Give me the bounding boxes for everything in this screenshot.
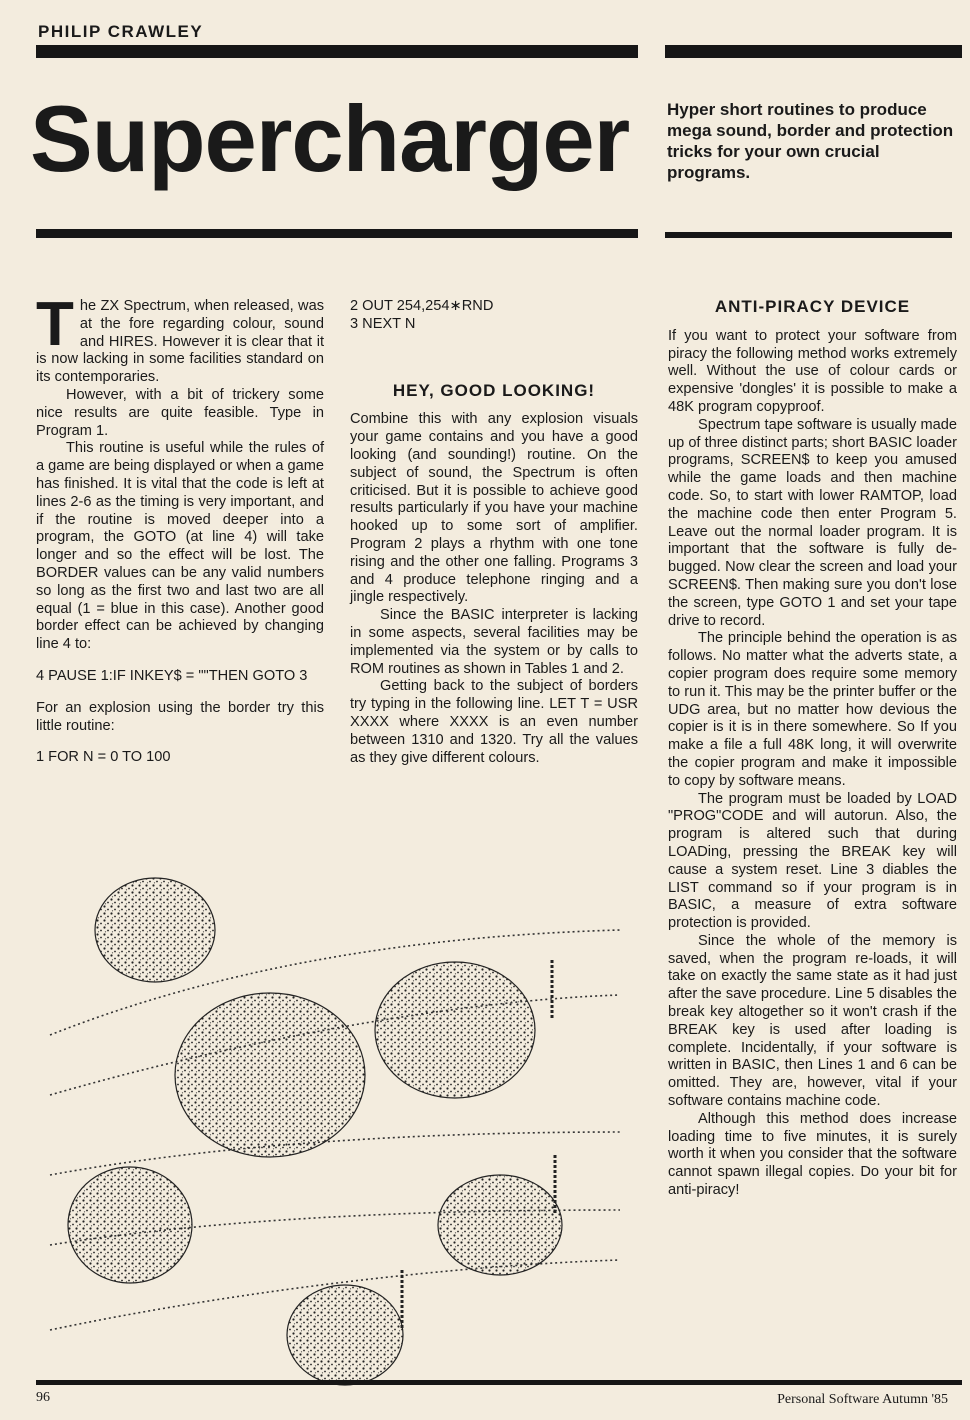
intro-paragraph: The ZX Spectrum, when released, was at the fore regarding colour, sound and HIRES. However it is clear that it is now lacking in some facilities standard on its contemporaries.	[36, 290, 324, 386]
paragraph: Spectrum tape software is usually made up of three distinct parts; short BASIC loader programs, SCREEN$ to keep you amused while the game loads and then machine code. So, to start with lower RAMTOP, load the machine code then enter Program 5. Leave out the normal loader program. It is important that the software is fully de-bugged. Now clear the screen and load your SCREEN$. Then making sure you don't lose the screen, type GOTO 1 and set your tape drive to record.	[668, 416, 957, 629]
paragraph: If you want to protect your software from piracy the following method works extremely well. Without the use of colour cards or expensive 'dongles' it is possible to make a 48K program copyproof.	[668, 327, 957, 415]
code-line: 2 OUT 254,254∗RND	[350, 298, 494, 314]
top-rule-left	[36, 45, 638, 58]
code-line: 3 NEXT N	[350, 315, 416, 332]
publication-footer: Personal Software Autumn '85	[777, 1392, 948, 1407]
column-1	[36, 290, 325, 781]
article-deck: Hyper short routines to produce mega sound, border and protection tricks for your own crucial programs.	[667, 100, 954, 182]
code-listing: 1 FOR N = 0 TO 100	[36, 749, 171, 766]
author-byline: PHILIP CRAWLEY	[38, 22, 204, 41]
music-notes-illustration	[40, 870, 630, 1390]
drop-cap: T	[36, 290, 74, 359]
paragraph: The program must be loaded by LOAD "PROG"CODE and will autorun. Also, the program is altered such that during LOADing, pressing the BREAK key will cause a system reset. Line 3 diables the LIST command so if your program is in BASIC, a measure of extra software protection is provided.	[668, 790, 957, 932]
paragraph: However, with a bit of trickery some nice results are quite feasible. Type in Program 1.	[36, 386, 324, 439]
paragraph: This routine is useful while the rules of a game are being displayed or when a game has finished. It is vital that the code is left at lines 2-6 as the timing is very important, and if the routine is moved deeper into a program, the GOTO (at line 4) will take longer and so the effect will be lost. The BORDER values can be any valid numbers so long as the first two and last two are all equal (1 = blue in this case). Another good border effect can be achieved by changing line 4 to:	[36, 440, 325, 653]
code-listing: 4 PAUSE 1:IF INKEY$ = ""THEN GOTO 3	[36, 667, 308, 684]
page-number: 96	[36, 1390, 50, 1405]
article-title: Supercharger	[30, 86, 630, 191]
column-2	[350, 298, 638, 767]
paragraph: Since the BASIC interpreter is lacking in some aspects, several facilities may be implemented via the system or by calls to ROM routines as shown in Tables 1 and 2.	[350, 607, 638, 677]
paragraph: Combine this with any explosion visuals your game contains and you have a good looking (and sounding!) routine. On the subject of sound, the Spectrum is often criticised. But it is possible to achieve good results particularly if you have your machine hooked up to some sort of amplifier. Program 2 plays a rhythm with one tone rising and the other one falling. Programs 3 and 4 produce telephone ringing and a jingle respectively.	[350, 411, 638, 606]
column-3	[668, 298, 957, 1200]
paragraph: Since the whole of the memory is saved, when the program re-loads, it will take on exactly the same state as it had just after the save procedure. Line 5 disables the break key altogether so it won't crash if the BREAK key is used after loading is complete. Incidentally, if your software is written in BASIC, then Lines 1 and 6 can be omitted. They are, however, vital if your software contains machine code.	[668, 932, 957, 1110]
bottom-rule	[36, 1380, 962, 1385]
top-rule-right	[665, 45, 962, 58]
title-rule-right	[665, 232, 952, 238]
paragraph: Although this method does increase loading time to five minutes, it is surely worth it when you consider that the software cannot spawn illegal copies. Do your bit for anti-piracy!	[668, 1110, 957, 1199]
title-rule-left	[36, 229, 638, 238]
paragraph: For an explosion using the border try this little routine:	[36, 699, 324, 734]
section-heading: HEY, GOOD LOOKING!	[392, 380, 596, 400]
section-heading: ANTI-PIRACY DEVICE	[714, 297, 911, 316]
paragraph: Getting back to the subject of borders try typing in the following line. LET T = USR XXXX where XXXX is an even number between 1310 and 1320. Try all the values as they give different colours.	[350, 678, 638, 766]
paragraph: The principle behind the operation is as follows. No matter what the adverts state, a copier program does require some memory to run it. This may be the printer buffer or the UDG area, but no matter how devious the copier is it is in there somewhere. So If you make a file a full 48K long, it will overwrite the copier program and make it impossible to copy by software means.	[668, 630, 957, 789]
